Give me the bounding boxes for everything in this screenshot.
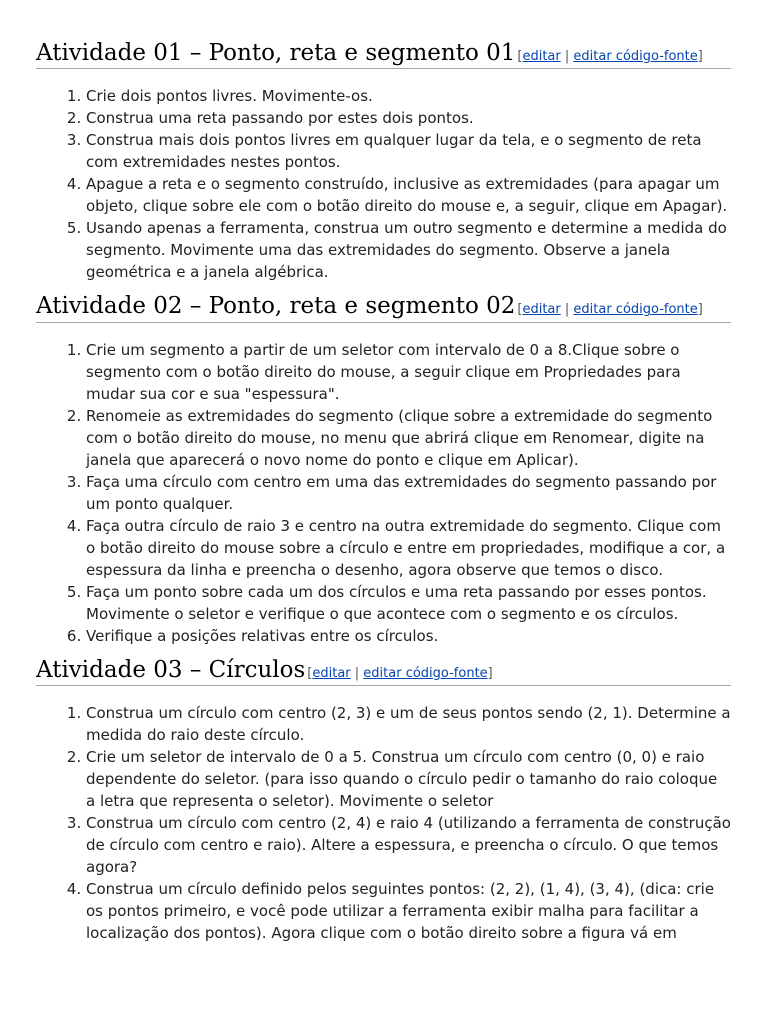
edit-section-links: [editar | editar código-fonte] [517, 302, 703, 318]
list-item: 6. Verifique a posições relativas entre os círculos. [86, 625, 731, 647]
list-item: 4. Apague a reta e o segmento construído, inclusive as extremidades (para apagar um objeto, clique sobre ele com o botão direito do mouse e, a seguir, clique em Apagar). [86, 173, 731, 217]
edit-link[interactable]: editar [522, 49, 561, 64]
section-title: Atividade 03 – Círculos [36, 656, 306, 683]
list-item: 3. Faça uma círculo com centro em uma das extremidades do segmento passando por um ponto qualquer. [86, 471, 731, 515]
list-item: 5. Faça um ponto sobre cada um dos círculos e uma reta passando por esses pontos. Movimente o seletor e verifique o que acontece com o segmento e os círculos. [86, 581, 731, 625]
list-item: 1. Construa um círculo com centro (2, 3) e um de seus pontos sendo (2, 1). Determine a medida do raio deste círculo. [86, 702, 731, 746]
section-atividade-03 [36, 657, 731, 944]
edit-link[interactable]: editar [522, 302, 561, 318]
activity-list [36, 339, 731, 647]
edit-source-link[interactable]: editar código-fonte [363, 665, 488, 681]
list-item: 4. Faça outra círculo de raio 3 e centro na outra extremidade do segmento. Clique com o botão direito do mouse sobre a círculo e entre em propriedades, modifique a cor, a espessura da linha e preencha o desenho, agora observe que temos o disco. [86, 515, 731, 581]
section-title: Atividade 02 – Ponto, reta e segmento 02 [36, 293, 516, 320]
list-item: 2. Renomeie as extremidades do segmento (clique sobre a extremidade do segmento com o botão direito do mouse, no menu que abrirá clique em Renomear, digite na janela que aparecerá o novo nome do ponto e clique em Aplicar). [86, 405, 731, 471]
list-item: 5. Usando apenas a ferramenta, construa um outro segmento e determine a medida do segmento. Movimente uma das extremidades do segmento. Observe a janela geométrica e a janela algébrica. [86, 217, 731, 283]
list-item: 1. Crie dois pontos livres. Movimente-os. [86, 85, 731, 107]
edit-source-link[interactable]: editar código-fonte [573, 302, 698, 318]
edit-link[interactable]: editar [312, 665, 351, 681]
edit-source-link[interactable]: editar código-fonte [573, 49, 698, 64]
section-heading [36, 293, 731, 322]
section-title: Atividade 01 – Ponto, reta e segmento 01 [36, 40, 516, 66]
section-atividade-02 [36, 293, 731, 646]
section-atividade-01 [36, 40, 731, 283]
list-item: 3. Construa um círculo com centro (2, 4) e raio 4 (utilizando a ferramenta de construção de círculo com centro e raio). Altere a espessura, e preencha o círculo. O que temos agora? [86, 812, 731, 878]
edit-section-links: [editar | editar código-fonte] [307, 665, 493, 681]
list-item: 3. Construa mais dois pontos livres em qualquer lugar da tela, e o segmento de reta com extremidades nestes pontos. [86, 129, 731, 173]
section-heading [36, 657, 731, 686]
document-page [36, 40, 731, 954]
list-item: 1. Crie um segmento a partir de um seletor com intervalo de 0 a 8.Clique sobre o segmento com o botão direito do mouse, a seguir clique em Propriedades para mudar sua cor e sua "espessura". [86, 339, 731, 405]
section-heading [36, 40, 731, 69]
list-item: 2. Crie um seletor de intervalo de 0 a 5. Construa um círculo com centro (0, 0) e raio dependente do seletor. (para isso quando o círculo pedir o tamanho do raio coloque a letra que representa o seletor). Movimente o seletor [86, 746, 731, 812]
activity-list [36, 85, 731, 283]
list-item: 2. Construa uma reta passando por estes dois pontos. [86, 107, 731, 129]
list-item: 4. Construa um círculo definido pelos seguintes pontos: (2, 2), (1, 4), (3, 4), (dica: crie os pontos primeiro, e você pode utilizar a ferramenta exibir malha para facilitar a localização dos pontos). Agora clique com o botão direito sobre a figura vá em [86, 878, 731, 944]
activity-list [36, 702, 731, 944]
edit-section-links: [editar | editar código-fonte] [517, 49, 703, 64]
